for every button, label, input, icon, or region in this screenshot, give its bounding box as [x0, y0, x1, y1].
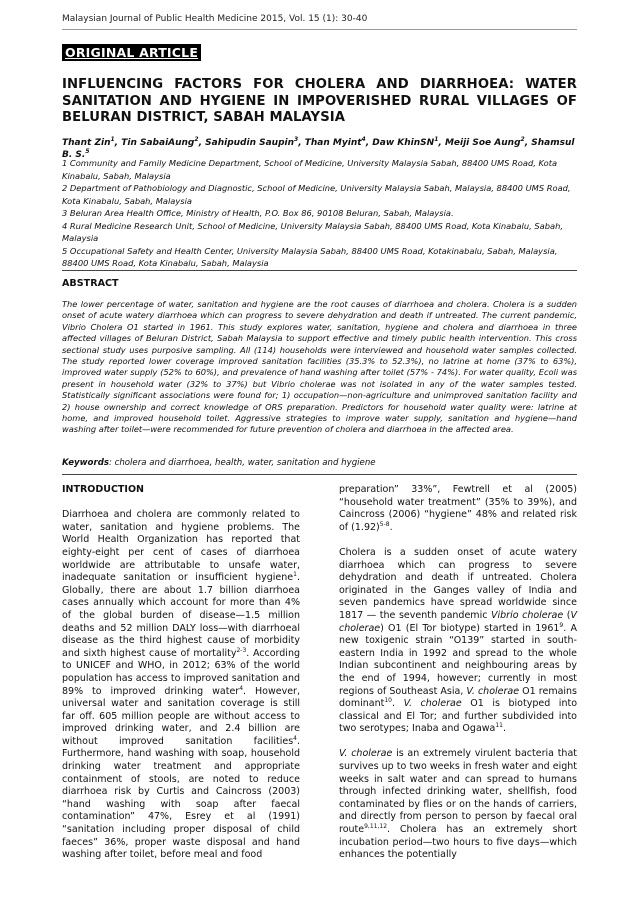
- affiliation: 1 Community and Family Medicine Department, School of Medicine, University Malaysia Sabah, 88400 UMS Road, Kota Kinabalu, Sabah, Malaysia: [62, 158, 558, 181]
- affiliation: 4 Rural Medicine Research Unit, School of Medicine, University Malaysia Sabah, 88400 UMS Road, Kota Kinabalu, Sabah, Malaysia: [62, 220, 563, 243]
- abstract-top-divider: [62, 270, 577, 271]
- right-column: [339, 484, 577, 874]
- keywords-line: [62, 458, 577, 468]
- body-paragraph: V. cholerae is an extremely virulent bacteria that survives up to two weeks in fresh water and eight weeks in salt water and can spread to humans through infected drinking water, shellfish, food contaminated by flies or on the hands of carriers, and directly from person to person by faecal oral route$^{9,11,12}$. Cholera has an extremely short incubation period—two hours to five days—which enhances the potentially: [339, 748, 577, 861]
- article-title: INFLUENCING FACTORS FOR CHOLERA AND DIARRHOEA: WATER SANITATION AND HYGIENE IN IMPOVERISHED RURAL VILLAGES OF BELURAN DISTRICT, SABAH MALAYSIA: [62, 77, 577, 125]
- header-divider: [62, 29, 577, 30]
- keywords-bottom-divider: [62, 474, 577, 475]
- section-label: [62, 44, 201, 61]
- section-heading-introduction: INTRODUCTION: [62, 484, 144, 495]
- body-paragraph: Diarrhoea and cholera are commonly related to water, sanitation and hygiene problems. The World Health Organization has reported that eighty-eight per cent of cases of diarrhoea worldwide are attributable to unsafe water, inadequate sanitation or insufficient hygiene$^1$. Globally, there are about 1.7 billion diarrhoea cases annually which account for more than 4% of the global burden of disease—1.5 million deaths and 52 million DALY loss—with diarrhoeal disease as the third highest cause of morbidity and sixth highest cause of mortality$^{2-3}$. According to UNICEF and WHO, in 2012; 63% of the world population has access to improved sanitation and 89% to improved drinking water$^4$. However, universal water and sanitation coverage is still far off. 605 million people are without access to improved drinking water, and 2.4 billion are without improved sanitation facilities$^4$. Furthermore, hand washing with soap, household drinking water treatment and appropriate containment of stools, are noted to reduce diarrhoea risk by Curtis and Caincross (2003) “hand washing with soap after faecal contamination” 47%, Esrey et al (1991) “sanitation including proper disposal of child faeces” 36%, proper waste disposal and hand washing after toilet, before meal and food: [62, 509, 300, 861]
- affiliation: 3 Beluran Area Health Office, Ministry of Health, P.O. Box 86, 90108 Beluran, Sabah, Malaysia.: [62, 208, 454, 218]
- affiliation-list: [62, 157, 577, 270]
- affiliation: 5 Occupational Safety and Health Center, University Malaysia Sabah, 88400 UMS Road, Kotakinabalu, Sabah, Malaysia, 88400 UMS Road, Kota Kinabalu, Sabah, Malaysia: [62, 245, 558, 268]
- author: Tin SabaiAung$^2$: [121, 136, 199, 148]
- keywords-label: Keywords: [62, 458, 109, 468]
- author: Daw KhinSN$^1$: [372, 136, 439, 148]
- author: Sahipudin Saupin$^3$: [205, 136, 299, 148]
- affiliation: 2 Department of Pathobiology and Diagnostic, School of Medicine, University Malaysia Sabah, Malaysia, 88400 UMS Road, Kota Kinabalu, Sabah, Malaysia: [62, 183, 571, 206]
- author-list: Thant Zin$^1$, Tin SabaiAung$^2$, Sahipudin Saupin$^3$, Than Myint$^4$, Daw KhinSN$^1$, Meiji Soe Aung$^2$, Shamsul B. S.$^5$: [62, 136, 575, 160]
- keywords-text: : cholera and diarrhoea, health, water, sanitation and hygiene: [108, 458, 376, 468]
- left-column: [62, 484, 300, 874]
- running-head: Malaysian Journal of Public Health Medicine 2015, Vol. 15 (1): 30-40: [62, 14, 368, 24]
- author: Thant Zin$^1$: [62, 136, 115, 148]
- body-paragraph: Cholera is a sudden onset of acute watery diarrhoea which can progress to severe dehydration and death if untreated. Cholera originated in the Ganges valley of India and seven pandemics have spread worldwide since 1817 — the seventh pandemic Vibrio cholerae (V cholerae) O1 (El Tor biotype) started in 1961$^9$. A new toxigenic strain “O139” started in south-eastern India in 1992 and spread to the whole Indian subcontinent and neighbouring areas by the end of 1994, however; currently in most regions of Southeast Asia, V. cholerae O1 remains dominant$^{10}$. V. cholerae O1 is biotyped into classical and El Tor; and further subdivided into two serotypes; Inaba and Ogawa$^{11}$.: [339, 546, 578, 735]
- author: Meiji Soe Aung$^2$: [444, 136, 525, 148]
- section-label-text: ORIGINAL ARTICLE: [65, 45, 199, 60]
- abstract-heading: ABSTRACT: [62, 278, 119, 289]
- body-paragraph: preparation” 33%”, Fewtrell et al (2005) “household water treatment” (35% to 39%), and Caincross (2006) “hygiene” 48% and related risk of $(1.92)^{5-8}$.: [339, 484, 577, 533]
- author: Than Myint$^4$: [304, 136, 366, 148]
- author: Shamsul B. S.$^5$: [62, 138, 575, 160]
- abstract-text: The lower percentage of water, sanitation and hygiene are the root causes of diarrhoea and cholera. Cholera is a sudden onset of acute watery diarrhoea which can progress to severe dehydration and death if untreated. The current pandemic, Vibrio Cholera O1 started in 1961. This study explores water, sanitation, hygiene and cholera and diarrhoea in three affected villages of Beluran District, Sabah Malaysia to support effective and timely public health intervention. This cross sectional study uses purposive sampling. All (114) households were interviewed and household water samples collected. The study reported lower coverage improved sanitation facilities (35.3% to 52.3%), no latrine at home (37% to 63%), improved water supply (52% to 60%), and prevalence of hand washing after toilet (57% - 74%). For water quality, Ecoli was present in household water (32% to 37%) but Vibrio cholerae was not isolated in any of the water samples tested. Statistically significant associations were found for; 1) occupation—non-agriculture and unimproved sanitation facility and 2) house ownership and correct knowledge of ORS preparation. Predictors for household water quality were: latrine at home, and improved household toilet. Aggressive strategies to improve water supply, sanitation and hygiene—hand washing after toilet—were recommended for future prevention of cholera and diarrhoea in the affected area.: [62, 299, 577, 435]
